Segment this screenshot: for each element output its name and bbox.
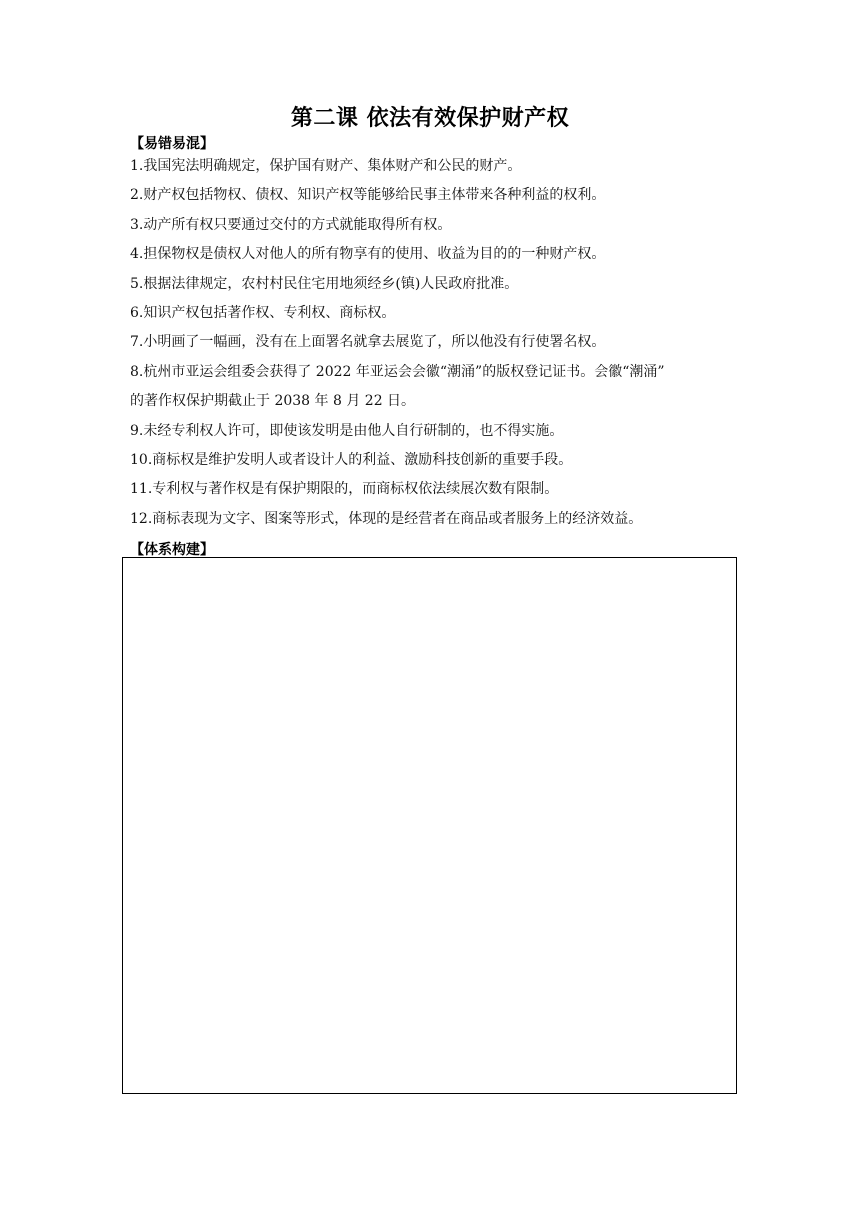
list-item-continuation: 的著作权保护期截止于 2038 年 8 月 22 日。	[130, 393, 416, 410]
list-item: 7.小明画了一幅画，没有在上面署名就拿去展览了，所以他没有行使署名权。	[130, 334, 606, 351]
list-item: 12.商标表现为文字、图案等形式，体现的是经营者在商品或者服务上的经济效益。	[130, 510, 643, 527]
page-title: 第二课 依法有效保护财产权	[290, 106, 570, 131]
list-item: 3.动产所有权只要通过交付的方式就能取得所有权。	[130, 216, 452, 233]
list-item: 10.商标权是维护发明人或者设计人的利益、激励科技创新的重要手段。	[130, 452, 573, 469]
list-item: 4.担保物权是债权人对他人的所有物享有的使用、收益为目的的一种财产权。	[130, 246, 606, 263]
list-item: 11.专利权与著作权是有保护期限的，而商标权依法续展次数有限制。	[130, 481, 559, 498]
list-item: 8.杭州市亚运会组委会获得了 2022 年亚运会会徽“潮涌”的版权登记证书。会徽“潮涌”	[130, 363, 665, 380]
blank-answer-box	[122, 557, 737, 1094]
section-heading-common-mistakes: 【易错易混】	[130, 136, 214, 152]
list-item: 2.财产权包括物权、债权、知识产权等能够给民事主体带来各种利益的权利。	[130, 187, 606, 204]
list-item: 1.我国宪法明确规定，保护国有财产、集体财产和公民的财产。	[130, 158, 522, 174]
list-item: 9.未经专利权人许可，即使该发明是由他人自行研制的，也不得实施。	[130, 422, 564, 439]
list-item: 6.知识产权包括著作权、专利权、商标权。	[130, 305, 396, 322]
list-item: 5.根据法律规定，农村村民住宅用地须经乡(镇)人民政府批准。	[130, 275, 519, 292]
statement-list	[130, 152, 740, 534]
section-heading-system-construction: 【体系构建】	[130, 542, 214, 558]
